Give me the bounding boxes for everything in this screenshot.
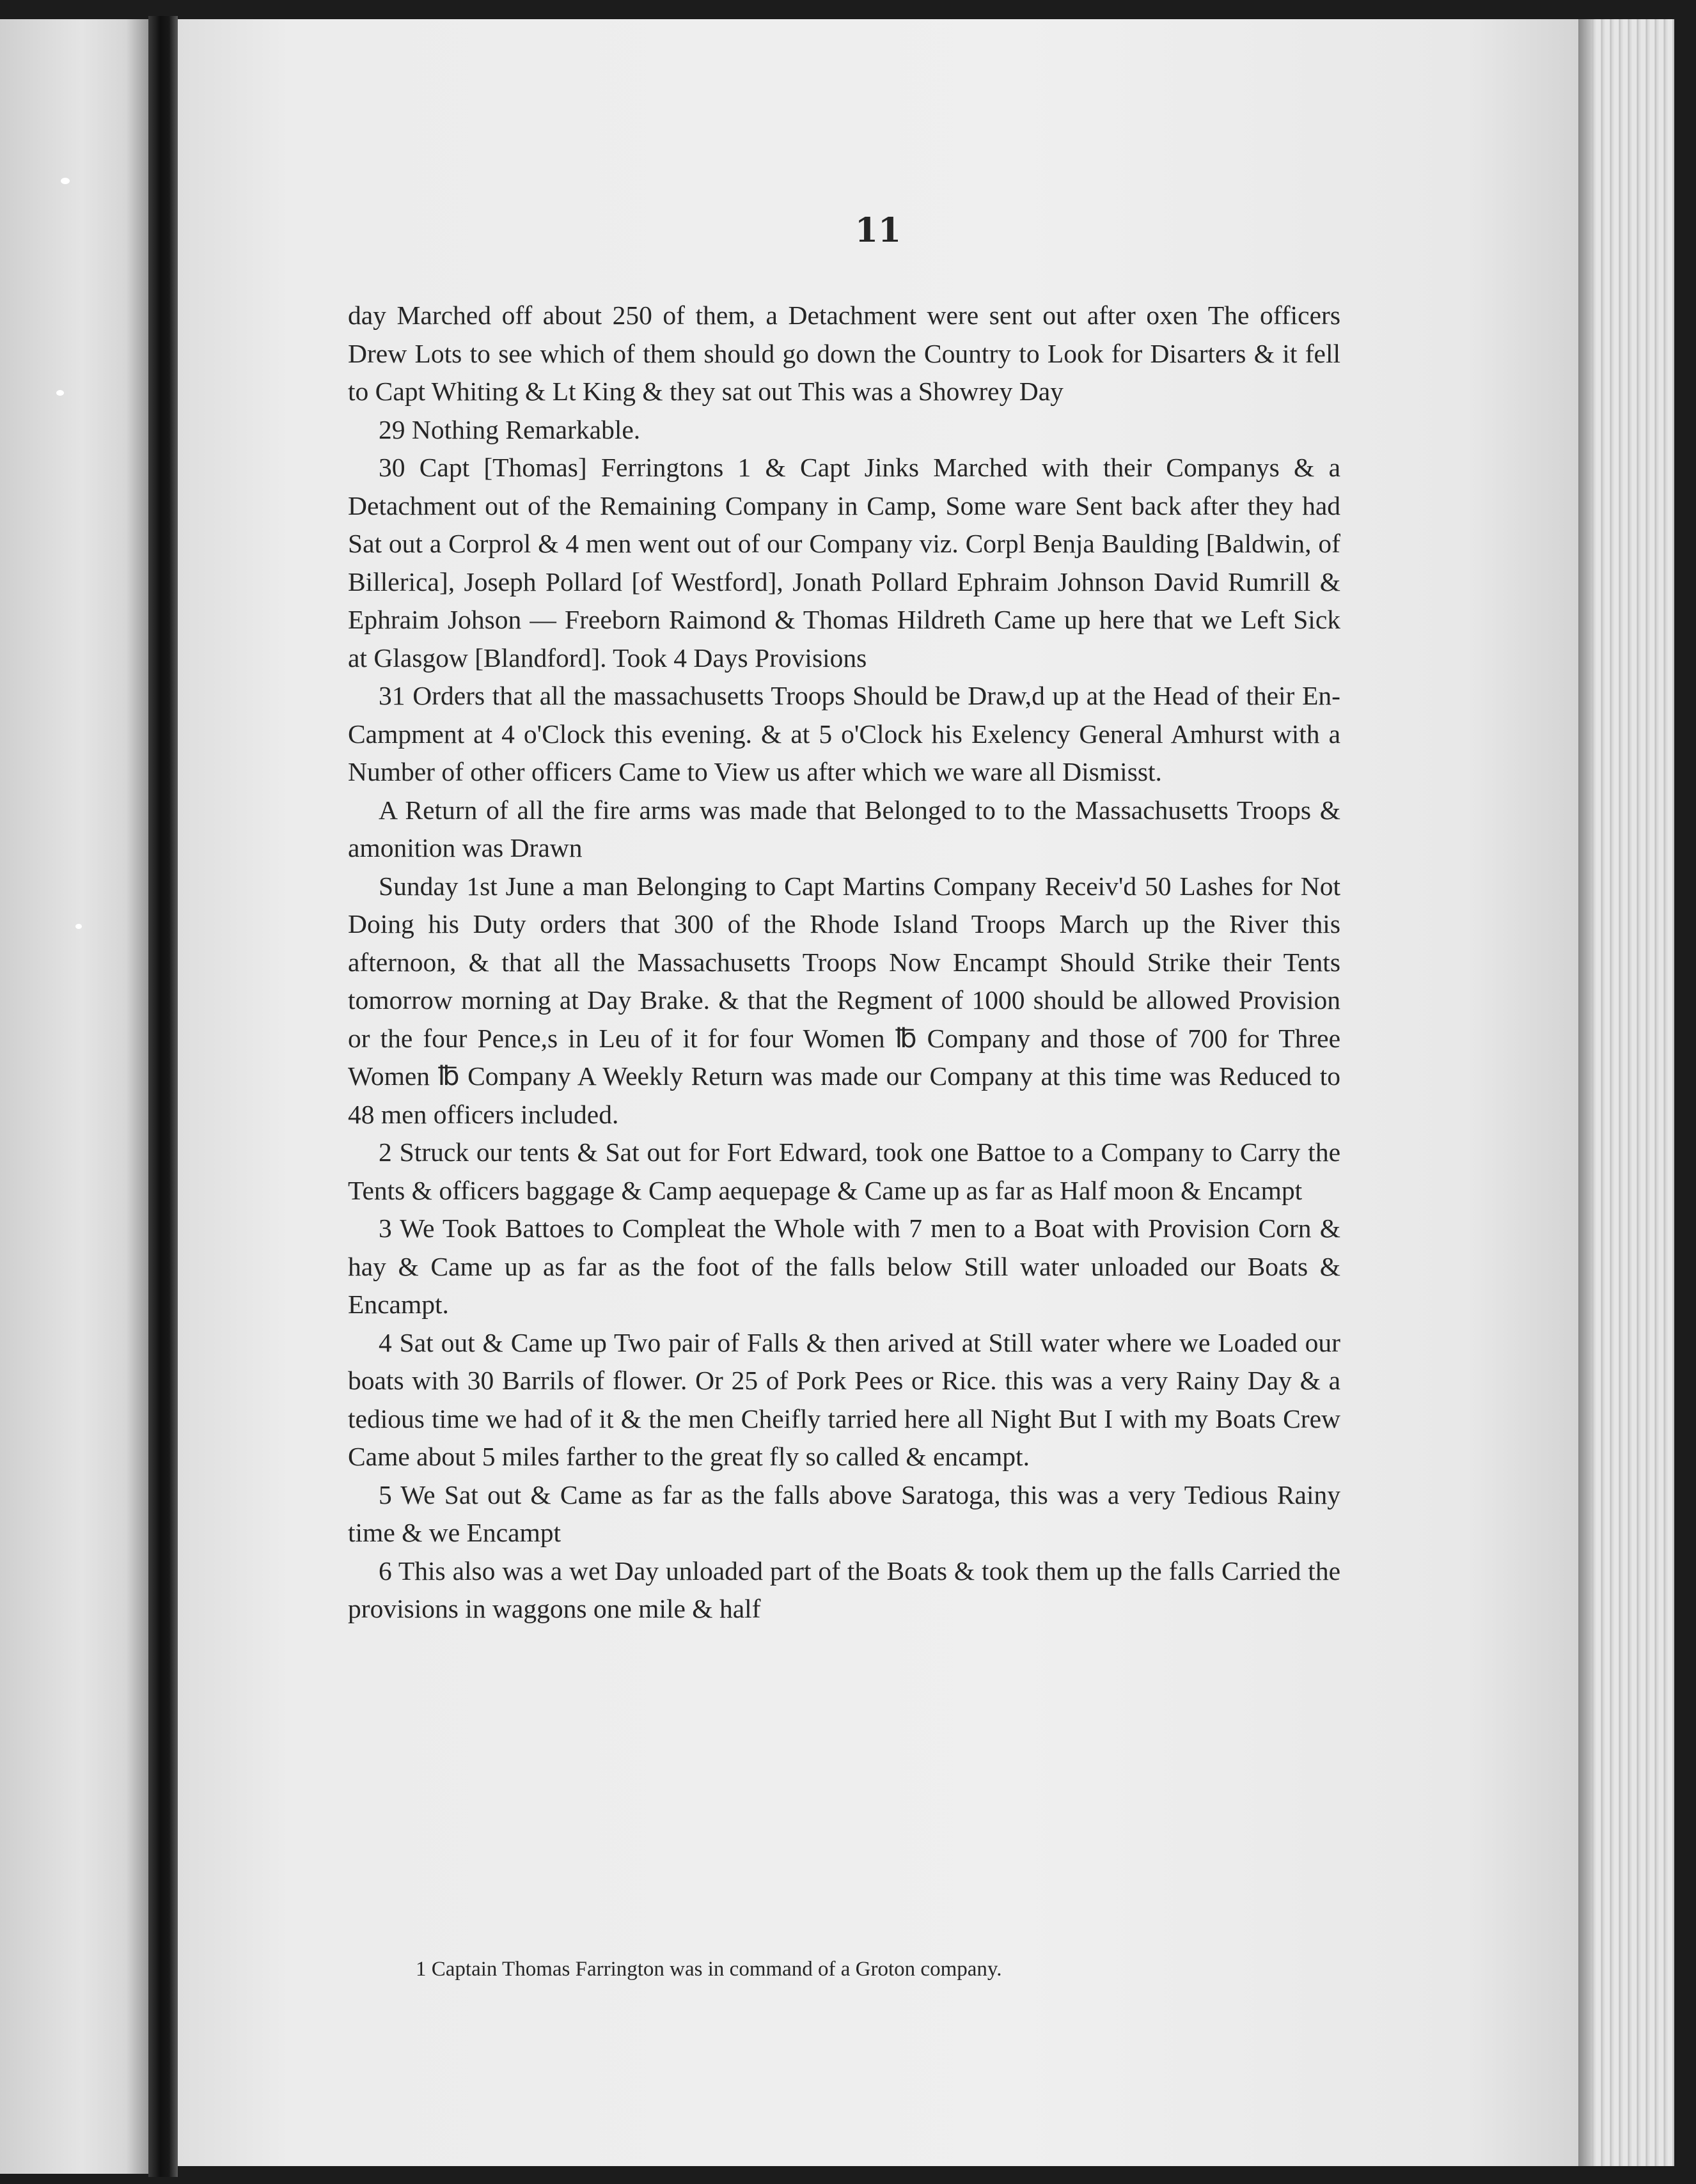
paragraph: 4 Sat out & Came up Two pair of Falls & then arived at Still water where we Loaded our boats with 30 Barrils of flower. Or 25 of Pork Pees or Rice. this was a very Rainy Day & a tedious time we had of it & the men Cheifly tarried here all Night But I with my Boats Crew Came about 5 miles farther to the great fly so called & encampt.	[348, 1327, 1340, 1471]
paragraph: 2 Struck our tents & Sat out for Fort Edward, took one Battoe to a Company to Carry the Tents & officers baggage & Camp aequepage & Came up as far as Half moon & Encampt	[348, 1137, 1340, 1205]
paragraph: 31 Orders that all the massachusetts Troops Should be Draw,d up at the Head of their En-Campment at 4 o'Clock this evening. & at 5 o'Clock his Exelency General Amhurst with a Number of other officers Came to View us after which we ware all Dismisst.	[348, 681, 1340, 786]
book-gutter	[148, 16, 178, 2177]
left-page-edge	[0, 19, 148, 2174]
paragraph: 3 We Took Battoes to Compleat the Whole with 7 men to a Boat with Provision Corn & hay & Came up as far as the foot of the falls below Still water unloaded our Boats & Encampt.	[348, 1213, 1340, 1319]
page-edges	[1578, 19, 1674, 2166]
paragraph: 30 Capt [Thomas] Ferringtons 1 & Capt Jinks Marched with their Companys & a Detachment out of the Remaining Company in Camp, Some ware Sent back after they had Sat out a Corprol & 4 men went out of our Company viz. Corpl Benja Baulding [Baldwin, of Billerica], Joseph Pollard [of Westford], Jonath Pollard Ephraim Johnson David Rumrill & Ephraim Johson — Freeborn Raimond & Thomas Hildreth Came up here that we Left Sick at Glasgow [Blandford]. Took 4 Days Provisions	[348, 453, 1340, 673]
paragraph: 5 We Sat out & Came as far as the falls above Saratoga, this was a very Tedious Rainy time & we Encampt	[348, 1479, 1340, 1547]
body-text	[348, 297, 1340, 1628]
paragraph: day Marched off about 250 of them, a Detachment were sent out after oxen The officers Drew Lots to see which of them should go down the Country to Look for Disarters & it fell to Capt Whiting & Lt King & they sat out This was a Showrey Day	[348, 300, 1340, 406]
page-number: 11	[854, 211, 902, 250]
paragraph: A Return of all the fire arms was made that Belonged to to the Massachusetts Troops & amonition was Drawn	[348, 795, 1340, 862]
paragraph: 29 Nothing Remarkable.	[379, 414, 641, 444]
scan-speck	[75, 924, 82, 929]
footnote: 1 Captain Thomas Farrington was in command of a Groton company.	[416, 1958, 1002, 1981]
page-edge-shadow	[1578, 19, 1592, 2166]
scan-speck	[56, 390, 64, 396]
paragraph: 6 This also was a wet Day unloaded part of the Boats & took them up the falls Carried the provisions in waggons one mile & half	[348, 1556, 1340, 1623]
scan-speck	[61, 178, 70, 184]
paragraph: Sunday 1st June a man Belonging to Capt Martins Company Receiv'd 50 Lashes for Not Doing his Duty orders that 300 of the Rhode Island Troops March up the River this afternoon, & that all the Massachusetts Troops Now Encampt Should Strike their Tents tomorrow morning at Day Brake. & that the Regment of 1000 should be allowed Provision or the four Pence,s in Leu of it for four Women ℔ Company and those of 700 for Three Women ℔ Company A Weekly Return was made our Company at this time was Reduced to 48 men officers included.	[348, 871, 1340, 1129]
